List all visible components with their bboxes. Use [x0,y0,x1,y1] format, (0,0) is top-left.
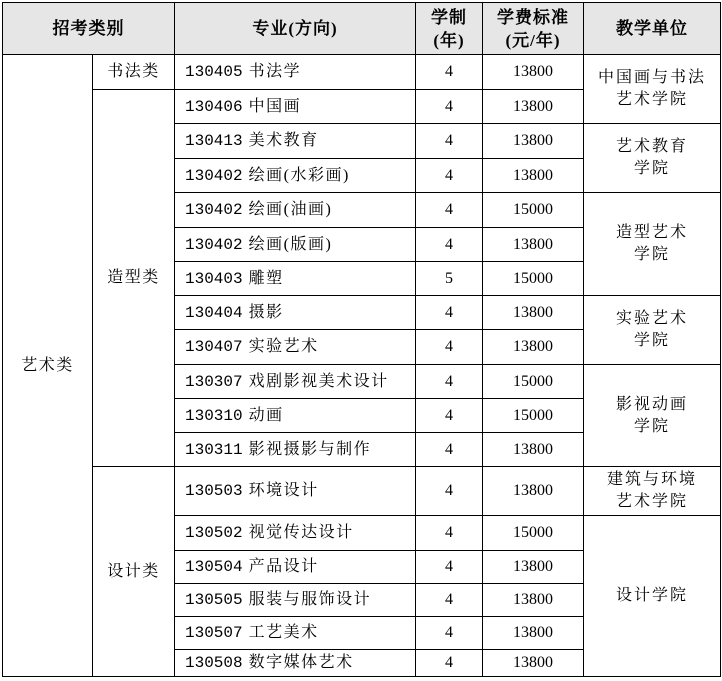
fee-cell: 13800 [483,650,584,677]
major-name: 绘画(油画) [248,201,333,218]
major-name: 书法学 [248,63,302,80]
years-cell: 4 [416,516,483,551]
unit-cell [584,124,721,193]
fee-cell: 15000 [483,262,584,296]
major-code: 130507 [185,624,243,642]
major-name: 绘画(水彩画) [248,166,350,184]
fee-cell: 13800 [483,296,584,330]
years-cell: 4 [416,584,483,617]
years-cell: 4 [416,399,483,433]
years-cell: 4 [416,330,483,365]
major-cell [175,551,416,584]
years-cell: 4 [416,551,483,584]
major-cell [175,617,416,650]
major-name: 动画 [248,406,284,424]
major-code: 130503 [185,482,243,500]
fee-cell: 13800 [483,55,584,90]
header-fee-line2: (元/年) [505,30,561,50]
major-code: 130307 [185,372,243,391]
major-code: 130311 [185,440,243,459]
fee-cell: 13800 [483,228,584,262]
major-name: 绘画(版画) [248,235,333,253]
years-cell: 5 [416,262,483,296]
unit-line1: 实验艺术 [615,310,688,327]
major-cell [175,55,416,90]
unit-cell [584,516,721,677]
years-cell: 4 [416,159,483,193]
unit-line1: 艺术教育 [615,138,688,155]
major-name: 实验艺术 [248,338,319,355]
major-cell [175,124,416,159]
years-cell: 4 [416,193,483,228]
major-name: 产品设计 [248,558,319,575]
years-cell: 4 [416,296,483,330]
major-name: 数字媒体艺术 [248,654,354,671]
header-category: 招考类别 [3,3,175,55]
major-cell [175,330,416,365]
major-code: 130504 [185,558,243,576]
major-name: 摄影 [248,303,284,321]
major-cell [175,467,416,516]
unit-line1: 造型艺术 [615,224,688,241]
major-code: 130402 [185,201,243,219]
major-code: 130502 [185,524,243,542]
major-cell [175,399,416,433]
unit-line1: 设计学院 [615,587,688,604]
header-years [416,3,483,55]
years-cell: 4 [416,90,483,124]
major-cell [175,159,416,193]
fee-cell: 13800 [483,124,584,159]
fee-cell: 13800 [483,90,584,124]
fee-cell: 13800 [483,551,584,584]
header-years-line2: (年) [433,30,465,50]
unit-cell [584,55,721,124]
major-code: 130508 [185,654,243,672]
fee-cell: 15000 [483,193,584,228]
years-cell: 4 [416,467,483,516]
unit-line2: 学院 [633,246,670,263]
major-cell [175,584,416,617]
table-row [3,467,721,516]
major-code: 130403 [185,269,243,288]
fee-cell: 13800 [483,330,584,365]
unit-line2: 艺术学院 [615,493,688,510]
fee-cell: 13800 [483,617,584,650]
major-cell [175,433,416,467]
fee-cell: 15000 [483,365,584,399]
fee-cell: 13800 [483,467,584,516]
unit-cell [584,365,721,467]
unit-line1: 建筑与环境 [606,471,697,488]
fee-cell: 13800 [483,584,584,617]
unit-cell [584,467,721,516]
major-name: 雕塑 [248,269,284,287]
major-code: 130406 [185,97,243,116]
unit-line2: 学院 [633,332,670,349]
years-cell: 4 [416,617,483,650]
major-code: 130505 [185,591,243,609]
major-name: 中国画 [248,97,302,115]
major-code: 130404 [185,303,243,322]
major-code: 130310 [185,406,243,425]
subcategory-cell: 造型类 [93,90,175,467]
years-cell: 4 [416,124,483,159]
table-header [3,3,721,55]
fee-cell: 13800 [483,433,584,467]
major-name: 服装与服饰设计 [248,591,372,608]
major-code: 130407 [185,338,243,356]
major-code: 130402 [185,235,243,254]
enrollment-table [2,2,721,677]
major-code: 130402 [185,166,243,185]
fee-cell: 15000 [483,516,584,551]
years-cell: 4 [416,365,483,399]
years-cell: 4 [416,55,483,90]
years-cell: 4 [416,433,483,467]
major-code: 130413 [185,132,243,150]
major-cell [175,193,416,228]
table-row [3,55,721,90]
major-name: 视觉传达设计 [248,524,354,541]
major-cell [175,296,416,330]
major-cell [175,262,416,296]
unit-line2: 学院 [633,160,670,177]
major-cell [175,228,416,262]
category-cell: 艺术类 [3,55,93,677]
major-name: 工艺美术 [248,624,319,641]
unit-line1: 影视动画 [615,395,688,413]
header-unit: 教学单位 [584,3,721,55]
unit-line1: 中国画与书法 [597,69,706,86]
header-years-line1: 学制 [431,7,467,27]
table-body [3,55,721,677]
major-name: 美术教育 [248,132,319,149]
major-cell [175,365,416,399]
major-cell [175,650,416,677]
subcategory-cell: 书法类 [93,55,175,90]
major-name: 影视摄影与制作 [248,440,372,458]
years-cell: 4 [416,650,483,677]
major-cell [175,90,416,124]
unit-cell [584,296,721,365]
unit-line2: 艺术学院 [615,91,688,108]
major-cell [175,516,416,551]
major-name: 戏剧影视美术设计 [248,372,389,390]
header-fee-line1: 学费标准 [497,7,569,27]
subcategory-cell: 设计类 [93,467,175,677]
major-code: 130405 [185,63,243,81]
unit-cell [584,193,721,296]
header-fee [483,3,584,55]
fee-cell: 15000 [483,399,584,433]
header-major: 专业(方向) [175,3,416,55]
major-name: 环境设计 [248,482,319,499]
years-cell: 4 [416,228,483,262]
fee-cell: 13800 [483,159,584,193]
header-row [3,3,721,55]
unit-line2: 学院 [633,417,670,435]
